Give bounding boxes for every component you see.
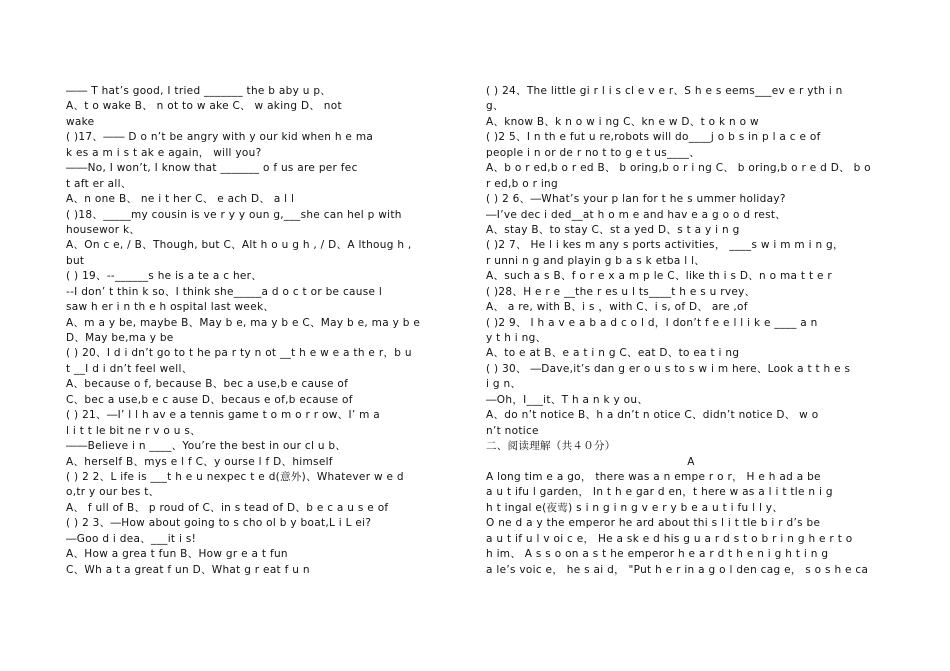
text-line: ( )28、H e r e __the r es u l ts____t h e s u rvey、 <box>486 285 756 298</box>
text-line: A、do n’t notice B、h a dn’t n otice C、didn’t notice D、 w o <box>486 409 819 422</box>
text-line: a u t ifu l garden， In t h e gar d en，t here w as a l i t tle n i g <box>486 486 833 499</box>
text-line: wake <box>66 115 95 128</box>
text-line: a le’s voic e， he s ai d， "Put h e r in a g o l den cag e， s o s h e ca <box>486 563 869 576</box>
text-line: ―― T hat’s good, I tried _______ the b aby u p、 <box>66 85 332 97</box>
right-column <box>486 84 896 578</box>
text-line: ( ) 24、The little gi r l i s cl e v e r、S h e s eems___ev e r yth i n <box>486 85 843 97</box>
text-line: housewor k、 <box>66 223 141 236</box>
text-line: saw h er i n th e h ospital last week、 <box>66 301 275 314</box>
text-line: n’t notice <box>486 424 539 437</box>
text-line: A、n one B、 ne i t her C、 e ach D、 a l l <box>66 193 295 206</box>
text-line: A、b o r ed,b o r ed B、 b oring,b o r i ng C、 b oring,b o r e d D、 b o <box>486 162 871 175</box>
text-line: ―Goo d i dea、___it i s! <box>66 532 197 545</box>
text-line: A、because o f, because B、bec a use,b e cause of <box>66 378 349 391</box>
text-line: O ne d a y the emperor he ard about thi s l i t tle b i r d’s be <box>486 517 821 530</box>
text-line: t aft er all、 <box>66 177 132 190</box>
passage-title: A <box>687 455 695 468</box>
text-line: D、May be,ma y be <box>66 332 174 344</box>
text-line: A、On c e, / B、Though, but C、Alt h o u g h , / D、A lthoug h , <box>66 239 412 252</box>
text-line: A、stay B、to stay C、st a yed D、s t a y i n g <box>486 223 740 236</box>
text-line: l i t t le bit ne r v o u s、 <box>66 424 201 437</box>
text-line: A、 a re, with B、i s ，with C、i s, of D、 are ,of <box>486 301 748 314</box>
text-line: but <box>66 254 85 267</box>
text-line: --I don’ t thin k so、I think she_____a d o c t or be cause l <box>66 285 383 298</box>
text-line: t __I d i dn’t feel well、 <box>66 362 193 375</box>
text-line: A、herself B、mys e l f C、y ourse l f D、himself <box>66 455 333 468</box>
text-line: ( ) 20、I d i dn’t go to t he pa r ty n ot __t h e w e a th e r，b u <box>66 347 412 360</box>
text-line: k es a m i s t ak e again， will you? <box>66 146 262 159</box>
text-line: ――Believe i n ____、You’re the best in our cl u b、 <box>66 440 347 453</box>
text-line: ( ) 2 3、―How about going to s cho ol b y boat,L i L ei? <box>66 517 372 530</box>
left-column <box>66 84 471 578</box>
text-line: h im、 A s s o on a s t he emperor h e a r d t h e n i g h t i n g <box>486 548 829 561</box>
text-line: ( )2 9、 I h a v e a b a d c o l d，I don’t f e e l l i k e ____ a n <box>486 316 818 329</box>
text-line: C、bec a use,b e c ause D、becaus e of,b ecause of <box>66 393 353 406</box>
text-line: ( ) 19、--______s he is a te a c her、 <box>66 270 263 283</box>
text-line: ―Oh，I___it、T h a n k y ou、 <box>486 393 649 406</box>
text-line: h t ingal e(夜莺) s i n g i n g v e r y b e a u t i fu l l y、 <box>486 501 784 514</box>
text-line: ――No, I won’t, I know that _______ o f us are per fec <box>66 162 358 175</box>
text-line: A、m a y be, maybe B、May b e, ma y b e C、May b e, ma y b e <box>66 316 421 329</box>
text-line: ( ) 21、―I’ l l h av e a tennis game t o m o r r ow、I’ m a <box>66 409 381 422</box>
text-line: ( )18、_____my cousin is ve r y y oun g,___she can hel p with <box>66 208 402 221</box>
text-line: ( ) 2 2、L ife is ___t h e u nexpec t e d(意外)、Whatever w e d <box>66 470 404 483</box>
text-line: o,tr y our bes t、 <box>66 486 160 499</box>
text-line: people i n or de r no t to g e t us____、 <box>486 146 701 159</box>
text-line: A、t o wake B、 n ot to w ake C、 w aking D、 not <box>66 100 342 113</box>
text-line: y t h i ng、 <box>486 332 547 344</box>
text-line: C、Wh a t a great f un D、What g r eat f u n <box>66 563 310 576</box>
text-line: A、How a grea t fun B、How gr e a t fun <box>66 548 288 561</box>
text-line: A、know B、k n o w i ng C、kn e w D、t o k n o w <box>486 115 759 128</box>
text-line: a u t if u l v oi c e， He a sk e d his g u a r d s t o b r i n g h e r t o <box>486 532 853 545</box>
text-line: ( )2 5、I n th e fut u re,robots will do____j o b s in p l a c e of <box>486 131 821 144</box>
text-line: g、 <box>486 100 504 113</box>
text-line: A、 f ull of B、 p roud of C、in s tead of D、b e c a u s e of <box>66 501 389 514</box>
text-line: i g n、 <box>486 378 522 391</box>
text-line: ( )2 7、 He l i kes m any s ports activities， ____s w i m m i n g， <box>486 239 844 252</box>
text-line: r ed,b o r ing <box>486 177 558 190</box>
text-line: A、such a s B、f o r e x a m p le C、like th i s D、n o ma t t e r <box>486 270 833 283</box>
text-line: ( )17、―― D o n’t be angry with y our kid when h e ma <box>66 131 374 144</box>
text-line: A、to e at B、e a t i n g C、eat D、to ea t i ng <box>486 347 740 360</box>
text-line: A long tim e a go， there was a n empe r o r， H e h ad a be <box>486 470 821 483</box>
text-line: ( ) 30、 ―Dave,it’s dan g er o u s to s w i m here、Look a t t h e s <box>486 362 851 375</box>
text-line: ―I’ve dec i ded__at h o m e and hav e a g o o d rest、 <box>486 208 787 221</box>
text-line: ( ) 2 6、―What’s your p lan for t he s ummer holiday? <box>486 193 786 206</box>
text-line: r unni n g and playin g b a s k etba l l、 <box>486 254 706 267</box>
section-heading: 二、阅读理解（共４０分） <box>486 440 616 453</box>
